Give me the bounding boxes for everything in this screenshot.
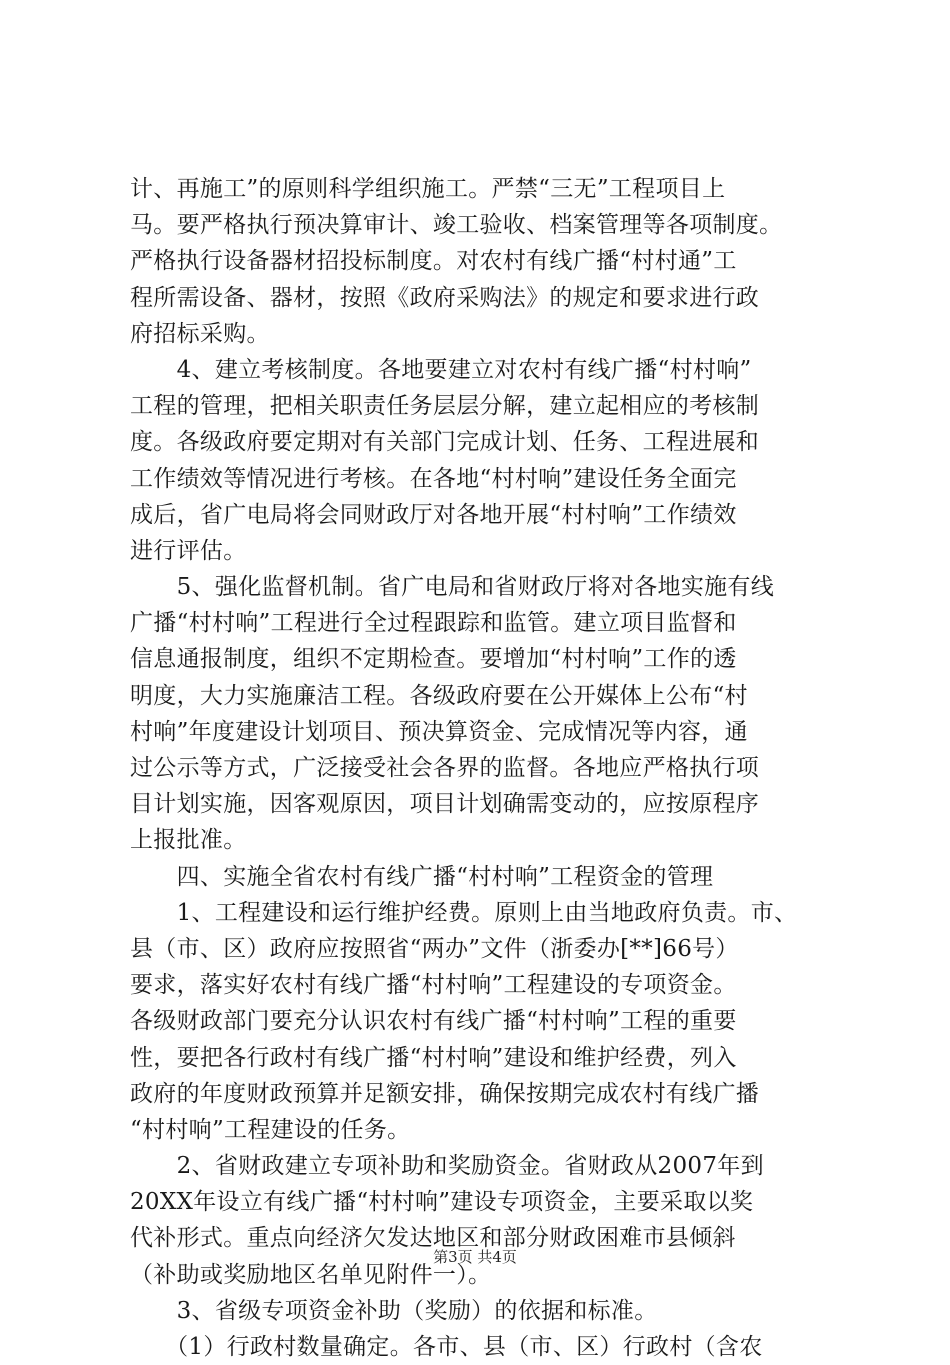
text-line: 村响”年度建设计划项目、预决算资金、完成情况等内容，通 [130,718,748,745]
text-line: 马。要严格执行预决算审计、竣工验收、档案管理等各项制度。 [130,212,783,239]
text-line: 县（市、区）政府应按照省“两办”文件（浙委办[**]66号） [130,935,739,962]
text-line: 进行评估。 [130,537,247,564]
text-line: 政府的年度财政预算并足额安排，确保按期完成农村有线广播 [130,1080,760,1107]
text-line: 性，要把各行政村有线广播“村村响”建设和维护经费，列入 [130,1044,737,1071]
text-line: 要求，落实好农村有线广播“村村响”工程建设的专项资金。 [130,972,737,999]
text-line: 明度，大力实施廉洁工程。各级政府要在公开媒体上公布“村 [130,682,748,709]
text-line: 信息通报制度，组织不定期检查。要增加“村村响”工作的透 [130,646,737,673]
text-line: 严格执行设备器材招投标制度。对农村有线广播“村村通”工 [130,248,737,275]
text-line: 1、工程建设和运行维护经费。原则上由当地政府负责。市、 [130,899,798,926]
text-line: 5、强化监督机制。省广电局和省财政厅将对各地实施有线 [130,574,775,601]
text-line: 各级财政部门要充分认识农村有线广播“村村响”工程的重要 [130,1008,737,1035]
text-line: 工作绩效等情况进行考核。在各地“村村响”建设任务全面完 [130,465,737,492]
text-line: 4、建立考核制度。各地要建立对农村有线广播“村村响” [130,356,752,383]
text-line: 成后，省广电局将会同财政厅对各地开展“村村响”工作绩效 [130,501,737,528]
text-line: 府招标采购。 [130,320,270,347]
text-line: 广播“村村响”工程进行全过程跟踪和监管。建立项目监督和 [130,610,737,637]
text-line: （补助或奖励地区名单见附件一）。 [130,1261,492,1288]
text-line: 计、再施工”的原则科学组织施工。严禁“三无”工程项目上 [130,176,726,202]
text-line: 代补形式。重点向经济欠发达地区和部分财政困难市县倾斜 [130,1225,736,1252]
text-line: 20XX年设立有线广播“村村响”建设专项资金，主要采取以奖 [130,1189,754,1216]
text-line: 工程的管理，把相关职责任务层层分解，建立起相应的考核制 [130,393,760,420]
text-line: （1）行政村数量确定。各市、县（市、区）行政村（含农 [130,1334,763,1360]
text-line: “村村响”工程建设的任务。 [130,1116,411,1143]
body-text [130,171,835,1365]
text-line: 四、实施全省农村有线广播“村村响”工程资金的管理 [130,863,714,890]
text-line: 目计划实施，因客观原因，项目计划确需变动的，应按原程序 [130,791,760,818]
text-line: 3、省级专项资金补助（奖励）的依据和标准。 [130,1297,658,1324]
text-line: 度。各级政府要定期对有关部门完成计划、任务、工程进展和 [130,429,760,456]
page-footer: 第3页 共4页 [433,1248,517,1266]
text-line: 2、省财政建立专项补助和奖励资金。省财政从2007年到 [130,1153,764,1180]
text-line: 上报批准。 [130,827,247,854]
text-line: 过公示等方式，广泛接受社会各界的监督。各地应严格执行项 [130,755,760,781]
text-line: 程所需设备、器材，按照《政府采购法》的规定和要求进行政 [130,284,760,311]
